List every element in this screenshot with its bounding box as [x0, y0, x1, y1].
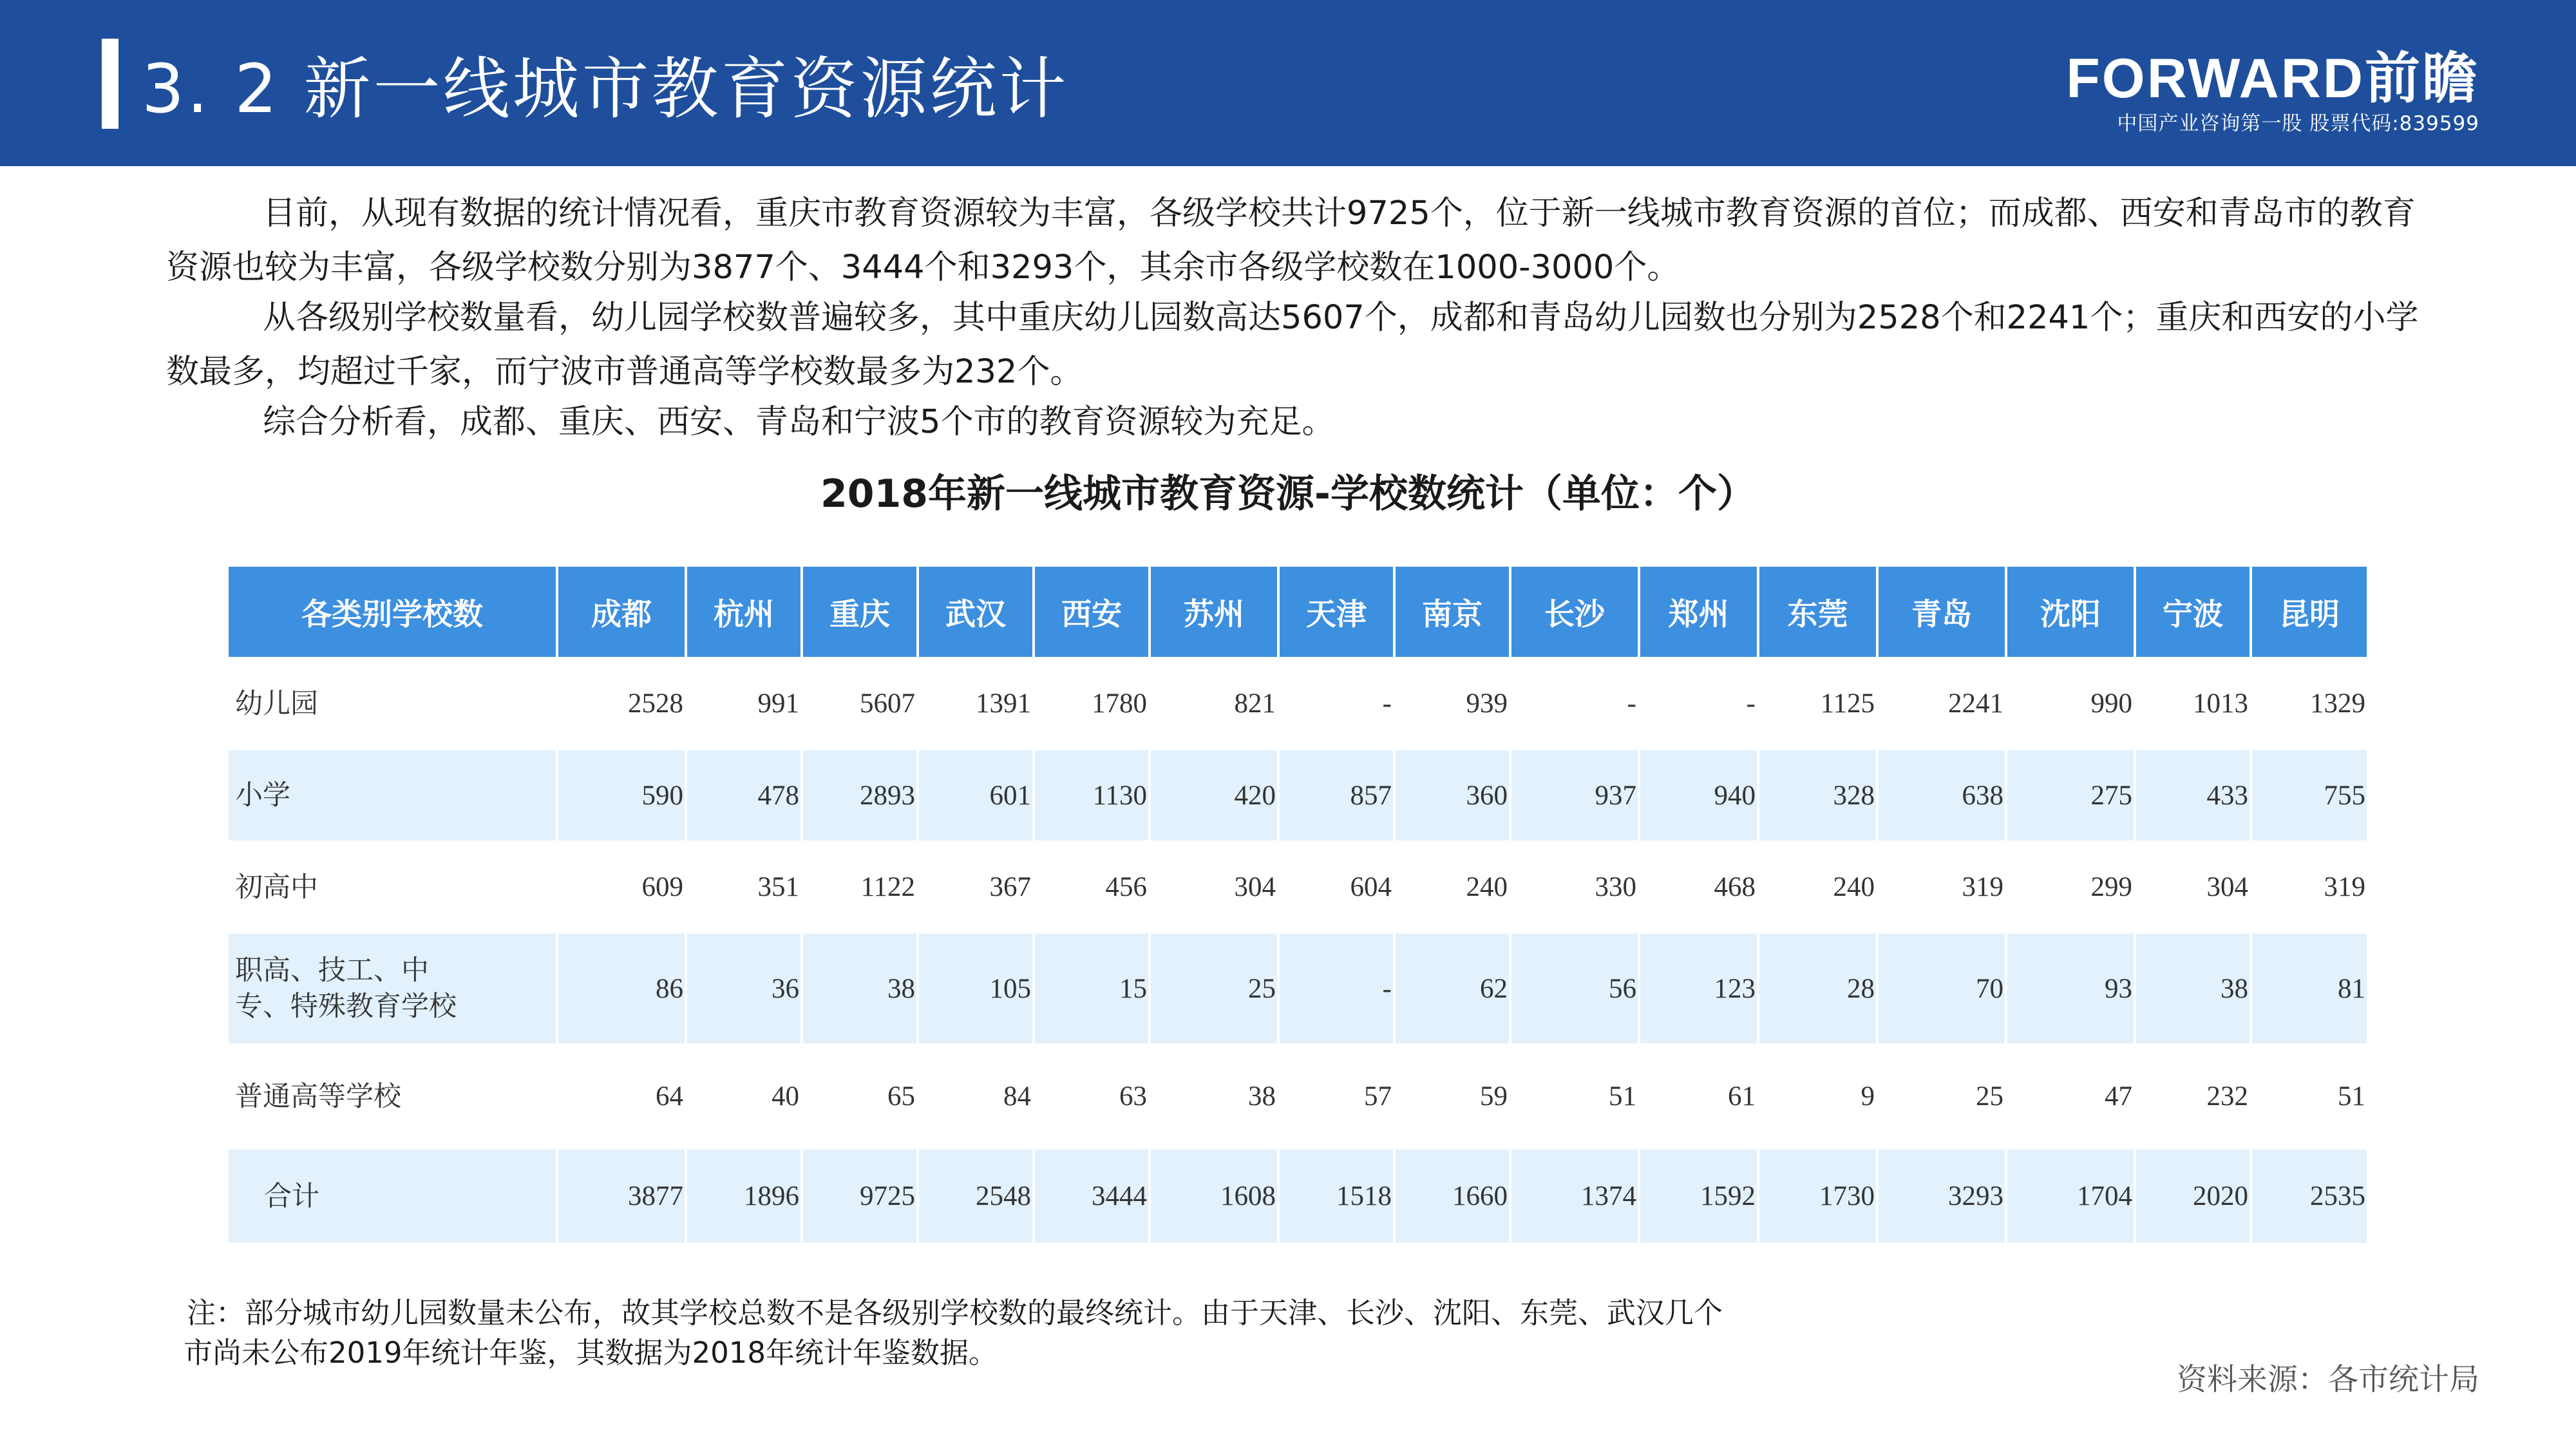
table-cell: 64	[557, 1043, 686, 1150]
school-count-table	[229, 567, 2367, 1243]
table-cell: 1896	[686, 1150, 802, 1243]
table-cell: 61	[1639, 1043, 1758, 1150]
column-header: 郑州	[1639, 567, 1758, 657]
table-row	[229, 1043, 2367, 1150]
table-cell: 940	[1639, 750, 1758, 840]
column-header: 天津	[1278, 567, 1394, 657]
table-cell: 84	[918, 1043, 1034, 1150]
table-cell: 478	[686, 750, 802, 840]
paragraph-1-text: 目前，从现有数据的统计情况看，重庆市教育资源较为丰富，各级学校共计9725个，位于新一线城市教育资源的首位；而成都、西安和青岛市的教育资源也较为丰富，各级学校数分别为3877个、3444个和3293个，其余市各级学校数在1000-3000个。	[166, 194, 2416, 287]
table-cell: 1391	[918, 657, 1034, 750]
table-cell: 38	[802, 934, 918, 1043]
table-cell: 456	[1034, 840, 1150, 934]
table-cell: 38	[1150, 1043, 1278, 1150]
table-cell: 604	[1278, 840, 1394, 934]
table-cell: 1130	[1034, 750, 1150, 840]
table-cell: 57	[1278, 1043, 1394, 1150]
table-row	[229, 934, 2367, 1043]
table-cell: -	[1278, 657, 1394, 750]
table-cell: 1704	[2006, 1150, 2135, 1243]
table-cell: 9	[1758, 1043, 1877, 1150]
table-cell: 40	[686, 1043, 802, 1150]
table-cell: 1374	[1510, 1150, 1639, 1243]
paragraph-2-text: 从各级别学校数量看，幼儿园学校数普遍较多，其中重庆幼儿园数高达5607个，成都和青岛幼儿园数也分别为2528个和2241个；重庆和西安的小学数最多，均超过千家，而宁波市普通高等学校数最多为232个。	[166, 299, 2419, 391]
table-row	[229, 1150, 2367, 1243]
row-label: 合计	[229, 1150, 557, 1243]
table-cell: 1660	[1394, 1150, 1510, 1243]
row-label: 普通高等学校	[229, 1043, 557, 1150]
table-cell: 468	[1639, 840, 1758, 934]
table-cell: 330	[1510, 840, 1639, 934]
table-cell: 1780	[1034, 657, 1150, 750]
table-cell: 319	[2324, 872, 2365, 902]
column-header: 苏州	[1150, 567, 1278, 657]
paragraph-3-text: 综合分析看，成都、重庆、西安、青岛和宁波5个市的教育资源较为充足。	[263, 403, 1335, 441]
footnote-line-1: 注：部分城市幼儿园数量未公布，故其学校总数不是各级别学校数的最终统计。由于天津、长沙、沈阳、东莞、武汉几个	[187, 1296, 1723, 1330]
table-cell: 51	[2338, 1081, 2365, 1112]
table-cell: 2893	[802, 750, 918, 840]
table-cell: 5607	[802, 657, 918, 750]
table-cell: 123	[1639, 934, 1758, 1043]
table-cell: 638	[1877, 750, 2006, 840]
table-cell: 590	[557, 750, 686, 840]
table-cell: 36	[686, 934, 802, 1043]
column-header: 成都	[557, 567, 686, 657]
column-header: 西安	[1034, 567, 1150, 657]
table-cell: 1730	[1758, 1150, 1877, 1243]
column-header: 南京	[1394, 567, 1510, 657]
title-accent-bar	[102, 39, 118, 129]
table-cell: 1125	[1758, 657, 1877, 750]
column-header: 各类别学校数	[229, 567, 557, 657]
table-cell: -	[1639, 657, 1758, 750]
table-cell: 63	[1034, 1043, 1150, 1150]
table-cell: 299	[2006, 840, 2135, 934]
table-cell: 56	[1510, 934, 1639, 1043]
table-title: 2018年新一线城市教育资源-学校数统计（单位：个）	[820, 471, 1756, 516]
table-cell: 755	[2251, 750, 2367, 840]
table-cell: 65	[802, 1043, 918, 1150]
row-label: 幼儿园	[229, 657, 557, 750]
table-cell: 70	[1877, 934, 2006, 1043]
table-cell: 86	[557, 934, 686, 1043]
row-label: 小学	[229, 750, 557, 840]
column-header: 杭州	[686, 567, 802, 657]
table-cell: 38	[2135, 934, 2251, 1043]
table-cell: 420	[1150, 750, 1278, 840]
table-cell: 62	[1394, 934, 1510, 1043]
table-cell: 3877	[557, 1150, 686, 1243]
table-cell: 991	[686, 657, 802, 750]
header-banner	[0, 0, 2576, 166]
table-cell: 47	[2006, 1043, 2135, 1150]
column-header: 长沙	[1510, 567, 1639, 657]
table-cell: 319	[1877, 840, 2006, 934]
table-cell: -	[1510, 657, 1639, 750]
column-header: 青岛	[1877, 567, 2006, 657]
column-header: 宁波	[2135, 567, 2251, 657]
table-cell: 2535	[2251, 1150, 2367, 1243]
table-cell: 1329	[2310, 688, 2365, 719]
table-cell: 28	[1758, 934, 1877, 1043]
table-cell: 105	[918, 934, 1034, 1043]
footnote	[184, 1293, 2119, 1373]
data-source: 资料来源：各市统计局	[2177, 1362, 2479, 1397]
table-cell: 3293	[1877, 1150, 2006, 1243]
table-cell: 328	[1758, 750, 1877, 840]
table-row	[229, 840, 2367, 934]
table-cell: 1592	[1639, 1150, 1758, 1243]
brand-name: FORWARD前瞻	[2066, 48, 2479, 109]
table-header-row	[229, 567, 2367, 657]
table-cell: 601	[918, 750, 1034, 840]
table-cell: 15	[1034, 934, 1150, 1043]
table-cell: 3444	[1034, 1150, 1150, 1243]
table-cell: 360	[1394, 750, 1510, 840]
brand-subtitle: 中国产业咨询第一股 股票代码:839599	[2117, 112, 2479, 135]
table-cell: 2548	[918, 1150, 1034, 1243]
table-cell: 939	[1394, 657, 1510, 750]
table-cell: 351	[686, 840, 802, 934]
page-title: 3. 2 新一线城市教育资源统计	[142, 50, 1069, 128]
paragraph-1	[166, 187, 2420, 295]
table-cell: 1013	[2135, 657, 2251, 750]
footnote-line-2: 市尚未公布2019年统计年鉴，其数据为2018年统计年鉴数据。	[184, 1336, 998, 1370]
table-cell: 990	[2006, 657, 2135, 750]
table-cell: 9725	[802, 1150, 918, 1243]
table-cell: 304	[1150, 840, 1278, 934]
table-cell: 275	[2006, 750, 2135, 840]
paragraph-2	[166, 291, 2420, 399]
paragraph-3	[166, 395, 2420, 450]
table-cell: 1518	[1278, 1150, 1394, 1243]
table-cell: 2020	[2135, 1150, 2251, 1243]
table-cell: 1122	[802, 840, 918, 934]
table-cell: 857	[1278, 750, 1394, 840]
table-cell: 433	[2135, 750, 2251, 840]
table-cell: 93	[2006, 934, 2135, 1043]
table-cell: 609	[557, 840, 686, 934]
column-header: 武汉	[918, 567, 1034, 657]
table-cell: 2528	[557, 657, 686, 750]
table-cell: 2241	[1877, 657, 2006, 750]
column-header: 东莞	[1758, 567, 1877, 657]
table-cell: 25	[1150, 934, 1278, 1043]
table-cell: 821	[1150, 657, 1278, 750]
table-cell: 240	[1758, 840, 1877, 934]
table-cell: 367	[918, 840, 1034, 934]
table-cell: 1608	[1150, 1150, 1278, 1243]
row-label: 初高中	[229, 840, 557, 934]
table-cell: 232	[2135, 1043, 2251, 1150]
table-cell: 304	[2135, 840, 2251, 934]
column-header: 沈阳	[2006, 567, 2135, 657]
row-label: 职高、技工、中专、特殊教育学校	[229, 934, 557, 1043]
table-cell: -	[1278, 934, 1394, 1043]
column-header: 昆明	[2251, 567, 2367, 657]
brand-logo	[2066, 46, 2479, 137]
table-row	[229, 657, 2367, 750]
table-row	[229, 750, 2367, 840]
table-cell: 25	[1877, 1043, 2006, 1150]
table-cell: 81	[2251, 934, 2367, 1043]
table-cell: 59	[1394, 1043, 1510, 1150]
table-cell: 51	[1510, 1043, 1639, 1150]
column-header: 重庆	[802, 567, 918, 657]
table-cell: 240	[1394, 840, 1510, 934]
table-cell: 937	[1510, 750, 1639, 840]
